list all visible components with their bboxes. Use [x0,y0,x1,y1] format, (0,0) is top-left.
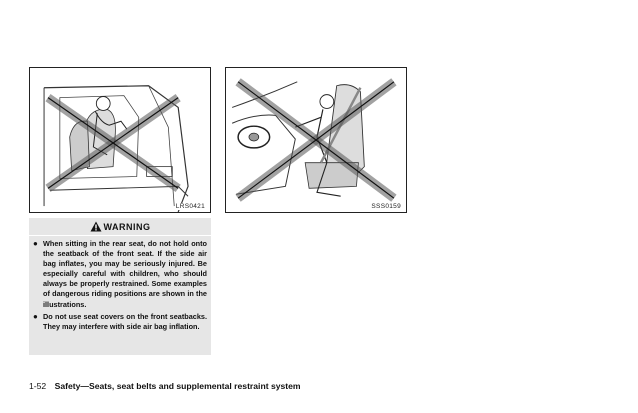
warning-title: WARNING [103,221,151,232]
rear-seat-holding-seatback-illustration [30,68,210,212]
bullet-icon: ● [33,311,38,321]
warning-triangle-icon [90,221,102,232]
section-title: Safety—Seats, seat belts and supplemental restraint system [54,381,301,391]
warning-header [29,218,211,236]
figure-code: SSS0159 [371,203,401,210]
driver-seat-leaning-illustration [226,68,406,212]
warning-item [33,312,207,332]
warning-item-text: Do not use seat covers on the front seatbacks. They may interfere with side air bag inflation. [43,311,207,331]
figure-front-seat-illustration [225,67,407,213]
figure-rear-seat-illustration [29,67,211,213]
warning-item-text: When sitting in the rear seat, do not hold onto the seatback of the front seat. If the side air bag inflates, you may be seriously injured. Be especially careful with children, who should always be properly restrained. Some examples of dangerous riding positions are shown in the illustrations. [43,239,207,309]
warning-list [29,236,211,332]
warning-item [33,239,207,310]
warning-box [29,218,211,355]
bullet-icon: ● [33,239,38,248]
figure-code: LRS0421 [175,203,205,210]
page-footer [29,381,301,391]
page-number: 1-52 [29,381,47,391]
